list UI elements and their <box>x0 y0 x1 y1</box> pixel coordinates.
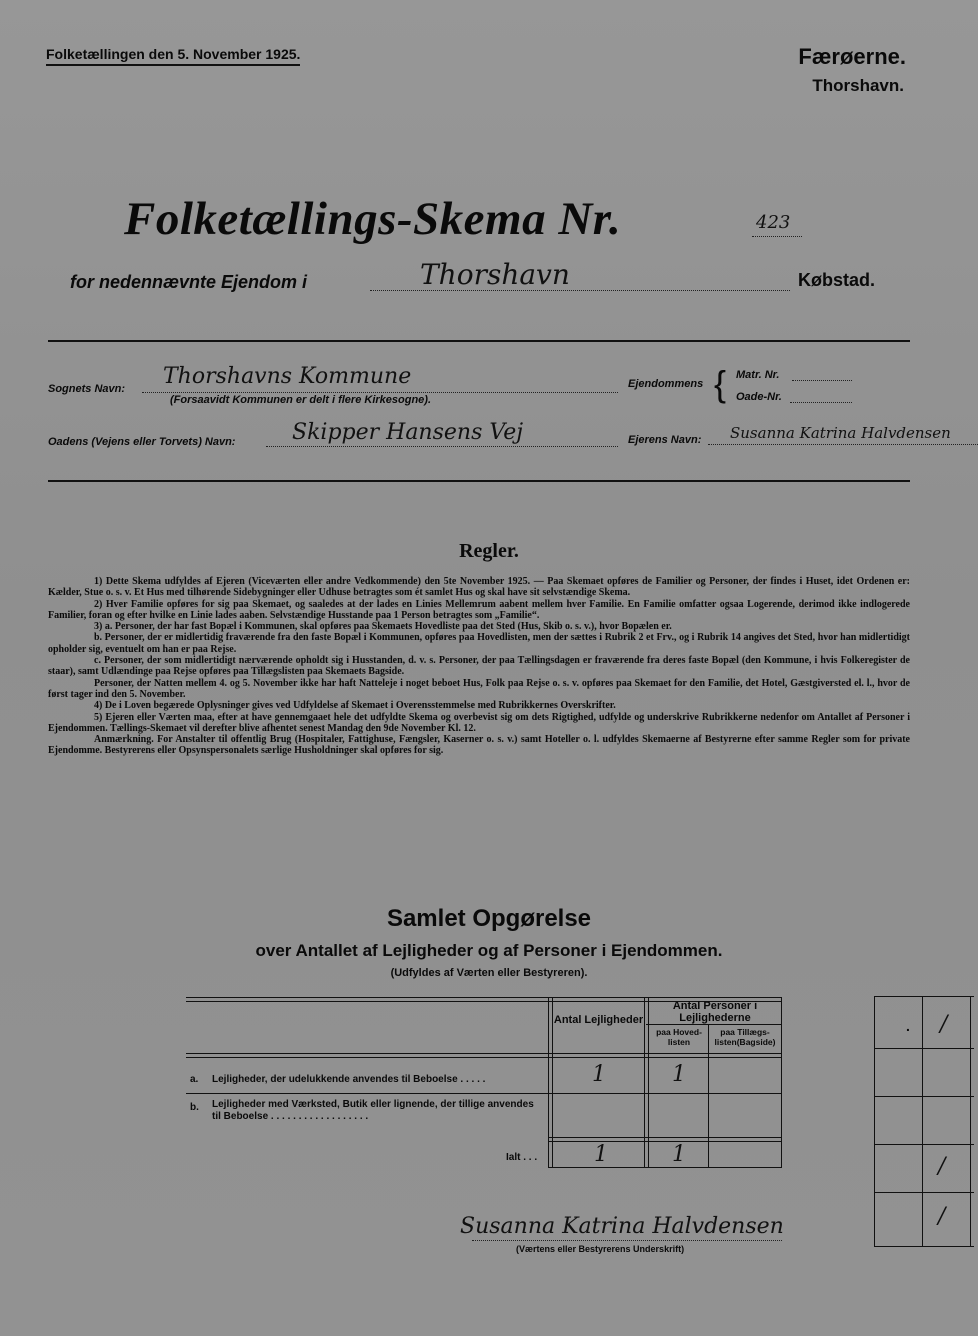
row-b-letter: b. <box>190 1102 199 1113</box>
sogn-note: (Forsaavidt Kommunen er delt i flere Kirkesogne). <box>170 394 432 406</box>
sogn-line <box>142 392 618 393</box>
rule-paragraph: 1) Dette Skema udfyldes af Ejeren (Viceværten eller andre Vedkommende) den 5te November 1925. — Paa Skemaet opføres de Familier og Personer, der findes i Huset, idet Ordenen er: Kælder, Stue o. s. v. Et Hus med tilhørende Sidebygninger eller Udhuse betragtes som ét samlet Hus og skal have sit selvstændige Skema. <box>48 576 910 599</box>
matr-line <box>792 380 852 381</box>
side-table-r5c2: / <box>938 1204 946 1229</box>
row-b-label: Lejligheder med Værksted, Butik eller lignende, der tillige anvendes til Beboelse . . . . . . . . . . . . . . . . . . <box>212 1099 534 1122</box>
town-line <box>370 290 790 291</box>
table-rule <box>708 1024 709 1168</box>
table-rule <box>781 997 782 1168</box>
table-rule <box>648 997 649 1168</box>
town-handwritten: Thorshavn <box>420 258 570 291</box>
rules-text <box>48 576 910 757</box>
table-rule <box>186 1053 782 1054</box>
rule-paragraph: 2) Hver Familie opføres for sig paa Skemaet, og saaledes at der lades en Linies Mellemrum aabent mellem hver Familie. En Familie omfatter ogsaa Logerende, derimod ikke indlogerede Familier, foran og efter hvilke en Linie lades aaben. Selvstændige Husstande paa 1 Person betragtes som „Familie“. <box>48 598 910 621</box>
col-header-personer: Antal Personer i Lejlighederne <box>672 1000 758 1024</box>
table-rule <box>186 997 782 998</box>
side-table-rule <box>874 1048 974 1049</box>
col-header-lejligheder: Antal Lejligheder <box>553 1014 644 1026</box>
gade-line <box>266 446 618 447</box>
row-a-hovedliste-value: 1 <box>672 1062 686 1087</box>
ejer-value-handwritten: Susanna Katrina Halvdensen <box>730 424 951 442</box>
form-number-handwritten: 423 <box>756 212 791 233</box>
city-header: Thorshavn. <box>812 76 904 95</box>
side-table-r1c2: / <box>940 1012 948 1037</box>
row-ialt-label: Ialt . . . <box>506 1152 538 1163</box>
summary-title: Samlet Opgørelse <box>386 905 592 932</box>
row-a-letter: a. <box>190 1074 199 1085</box>
table-rule <box>186 1093 782 1094</box>
side-table-rule <box>874 1096 974 1097</box>
row-a-label: Lejligheder, der udelukkende anvendes til Beboelse . . . . . <box>212 1074 486 1085</box>
ejer-label: Ejerens Navn: <box>628 434 702 446</box>
side-table-rule <box>874 1144 974 1145</box>
side-table-rule <box>874 996 875 1246</box>
gade-label: Oadens (Vejens eller Torvets) Navn: <box>48 436 236 448</box>
gade-value-handwritten: Skipper Hansens Vej <box>292 420 524 445</box>
table-rule <box>548 1167 782 1168</box>
col-header-tillaegslisten: paa Tillægs-listen(Bagside) <box>714 1027 776 1047</box>
rule-paragraph: b. Personer, der er midlertidig fraværende fra den faste Bopæl i Kommunen, opføres paa Hovedlisten, men der sættes i Rubrik 2 et Frv., og i Rubrik 14 angives det Sted, hvor han midlertidigt opholder sig, eventuelt om han er paa Rejse. <box>48 632 910 655</box>
oade-label: Oade-Nr. <box>736 391 782 403</box>
table-rule <box>186 1057 782 1058</box>
form-subtitle: for nedennævnte Ejendom i <box>70 272 308 292</box>
divider-bottom <box>48 480 910 482</box>
side-table-rule <box>970 996 971 1246</box>
kobstad-label: Købstad. <box>798 270 876 290</box>
rule-paragraph: 4) De i Loven begærede Oplysninger gives ved Udfyldelse af Skemaet i Overensstemmelse med Rubrikkernes Overskrifter. <box>94 700 616 712</box>
ejendommens-label: Ejendommens <box>628 378 704 390</box>
rules-title: Regler. <box>459 540 519 562</box>
census-date-header: Folketællingen den 5. November 1925. <box>46 46 300 66</box>
oade-line <box>790 402 852 403</box>
signature-caption: (Værtens eller Bestyrerens Underskrift) <box>516 1244 685 1254</box>
country-header: Færøerne. <box>798 44 906 69</box>
summary-note: (Udfyldes af Værten eller Bestyreren). <box>390 967 588 979</box>
rule-paragraph: c. Personer, der som midlertidigt nærværende opholdt sig i Husstanden, d. v. s. Personer, der paa Tællingsdagen er fraværende fra deres faste Bopæl (den Kommune, i hvis Folkeregister de staar), samt Udlændinge paa Rejse opføres paa Tillægslisten paa Skemaets Bagside. <box>48 655 910 678</box>
rule-paragraph: Anmærkning. For Anstalter til offentlig Brug (Hospitaler, Fattighuse, Fængsler, Kaserner o. s. v.) samt Hoteller o. l. udfyldes Skemaerne af Bestyrerne efter samme Regler som for private Ejendomme. Bestyrerens eller Opsynspersonalets særlige Husholdninger skal opføres for sig. <box>48 734 910 757</box>
row-ialt-hovedliste-value: 1 <box>672 1142 686 1167</box>
ejer-line <box>708 444 978 445</box>
brace-symbol: { <box>714 363 727 404</box>
side-table-rule <box>874 996 974 997</box>
matr-label: Matr. Nr. <box>736 369 780 381</box>
table-rule <box>548 1137 782 1138</box>
side-table-r1c1: . <box>906 1018 910 1034</box>
row-ialt-lejligheder-value: 1 <box>594 1142 608 1167</box>
form-number-line <box>752 236 802 237</box>
row-a-lejligheder-value: 1 <box>592 1062 606 1087</box>
rule-paragraph: Personer, der Natten mellem 4. og 5. November ikke har haft Natteleje i noget beboet Hus, Folk paa Rejse o. s. v. opføres paa Skemaet for den Familie, det Hotel, Gæstgiversted el. l., hvor de først tager ind den 5. November. <box>48 677 910 700</box>
col-header-hovedlisten: paa Hoved-listen <box>656 1027 702 1047</box>
side-table-r4c2: / <box>938 1154 946 1179</box>
sogn-value-handwritten: Thorshavns Kommune <box>163 364 412 389</box>
side-table-rule <box>874 1246 974 1247</box>
form-title: Folketællings-Skema Nr. <box>124 193 622 245</box>
divider-top <box>48 340 910 342</box>
summary-subtitle: over Antallet af Lejligheder og af Personer i Ejendommen. <box>255 941 723 960</box>
rule-paragraph: 3) a. Personer, der har fast Bopæl i Kommunen, skal opføres paa Skemaets Hovedliste paa det Sted (Hus, Skib o. s. v.), hvor Bopælen er. <box>94 621 672 633</box>
side-table-rule <box>874 1192 974 1193</box>
signature-line <box>472 1240 782 1241</box>
table-rule <box>646 1024 782 1025</box>
rule-paragraph: 5) Ejeren eller Værten maa, efter at have gennemgaaet hele det udfyldte Skema og overbevist sig om dets Rigtighed, udfylde og underskrive Rubrikkerne nedenfor om Antallet af Personer i Ejendommen. Tællings-Skemaet vil derefter blive afhentet senest Mandag den 9de November Kl. 12. <box>48 711 910 734</box>
sogn-label: Sognets Navn: <box>48 383 126 395</box>
table-rule <box>644 997 645 1168</box>
owner-signature-handwritten: Susanna Katrina Halvdensen <box>460 1214 784 1239</box>
table-rule <box>548 1141 782 1142</box>
table-rule <box>548 997 549 1168</box>
side-table-rule <box>922 996 923 1246</box>
